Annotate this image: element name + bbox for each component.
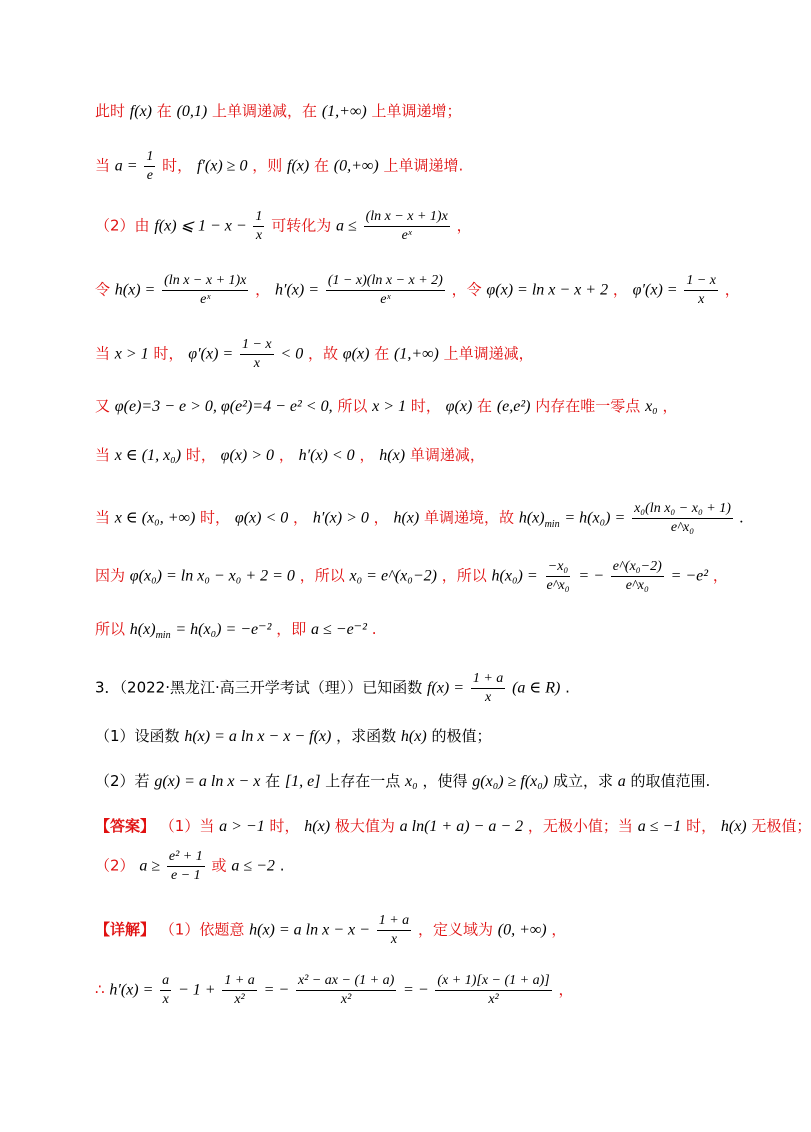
text: . bbox=[279, 856, 285, 875]
numerator: e² + 1 bbox=[167, 848, 205, 867]
detail-line-1 bbox=[95, 912, 566, 949]
math: x ∈ (1, x₀) bbox=[114, 447, 182, 464]
numerator: 1 + a bbox=[471, 670, 505, 689]
numerator: (1 − x)(ln x − x + 2) bbox=[326, 272, 445, 291]
denominator: x bbox=[698, 292, 705, 307]
math: h′(x) = bbox=[274, 281, 320, 299]
numerator: (ln x − x + 1)x bbox=[162, 272, 248, 291]
math: = h(x₀) = −e⁻² bbox=[175, 621, 272, 638]
text: （2）由 bbox=[95, 216, 150, 235]
denominator: e^x₀ bbox=[625, 578, 649, 593]
text-line-8 bbox=[95, 500, 744, 537]
text: 时， bbox=[185, 446, 216, 464]
text: 令 bbox=[95, 280, 111, 299]
math: h(x) bbox=[400, 728, 427, 745]
math: h′(x) < 0 bbox=[298, 447, 355, 464]
math: = − bbox=[578, 567, 605, 585]
math: h(x) = a ln x − x − bbox=[249, 921, 370, 939]
math: x > 1 bbox=[114, 345, 149, 363]
math: = − bbox=[263, 981, 290, 999]
math: x₀ bbox=[405, 773, 418, 790]
math: f(x) bbox=[129, 103, 152, 120]
text: 又 bbox=[95, 397, 111, 415]
text: 在 bbox=[374, 344, 390, 363]
fraction bbox=[253, 208, 264, 245]
text-line-5 bbox=[95, 336, 534, 373]
denominator: e^x₀ bbox=[670, 520, 695, 535]
text: ， bbox=[612, 280, 628, 299]
fraction bbox=[160, 972, 171, 1009]
math: h(x) bbox=[720, 818, 747, 835]
text: 单调递减， bbox=[409, 446, 485, 464]
math: φ(x) bbox=[342, 345, 370, 363]
fraction bbox=[611, 558, 664, 595]
text: 时， bbox=[269, 817, 300, 835]
numerator: 1 bbox=[144, 148, 155, 167]
text: 在 bbox=[156, 102, 172, 120]
text: 上存在一点 bbox=[325, 772, 401, 790]
text: 或 bbox=[211, 856, 227, 875]
denominator: e − 1 bbox=[170, 868, 201, 883]
fraction bbox=[684, 272, 718, 309]
question-3-part-2 bbox=[95, 770, 710, 791]
text: ， bbox=[662, 397, 678, 415]
text: 在 bbox=[314, 156, 330, 175]
numerator: −x₀ bbox=[546, 558, 571, 577]
math: a ≤ bbox=[336, 217, 357, 235]
math: h(x) bbox=[393, 509, 420, 527]
text: （1）依题意 bbox=[159, 920, 245, 939]
fraction bbox=[364, 208, 450, 245]
math: − 1 + bbox=[177, 981, 216, 999]
text: ，故 bbox=[308, 344, 339, 363]
text: 上单调递减，在 bbox=[212, 102, 318, 120]
denominator: eˣ bbox=[200, 292, 211, 307]
math: x ∈ (x₀, +∞) bbox=[114, 509, 196, 527]
math: h(x) bbox=[304, 818, 331, 835]
math: x₀ = e^(x₀−2) bbox=[349, 567, 437, 585]
numerator: 1 + a bbox=[377, 912, 411, 931]
denominator: x bbox=[255, 228, 263, 243]
text: ， bbox=[456, 216, 472, 235]
text: ，使得 bbox=[422, 772, 468, 790]
question-3 bbox=[95, 670, 570, 707]
text: 因为 bbox=[95, 566, 126, 585]
math: . bbox=[739, 509, 744, 527]
detail-tag: 【详解】 bbox=[95, 920, 156, 939]
math: a > −1 bbox=[219, 818, 265, 835]
numerator: 1 bbox=[253, 208, 264, 227]
text: 此时 bbox=[95, 102, 126, 120]
math: f(x) ⩽ 1 − x − bbox=[154, 217, 247, 235]
text-line-3 bbox=[95, 208, 472, 245]
math: φ(x) > 0 bbox=[220, 447, 275, 464]
text: 所以 bbox=[337, 397, 368, 415]
math: (0, +∞) bbox=[497, 921, 547, 939]
text: 可转化为 bbox=[271, 216, 332, 235]
math: a ln(1 + a) − a − 2 bbox=[399, 818, 524, 835]
detail-line-2 bbox=[95, 972, 574, 1009]
math: (a ∈ R) bbox=[512, 679, 561, 697]
text: 当 bbox=[95, 446, 111, 464]
denominator: x bbox=[484, 690, 492, 705]
math: h′(x) = bbox=[109, 981, 154, 999]
fraction bbox=[377, 912, 411, 949]
text: 当 bbox=[95, 156, 111, 175]
text-line-4 bbox=[95, 272, 740, 309]
numerator: x² − ax − (1 + a) bbox=[296, 972, 396, 991]
math: = h(x₀) = bbox=[564, 509, 626, 527]
text: 内存在唯一零点 bbox=[535, 397, 641, 415]
text-line-10 bbox=[95, 618, 376, 639]
text: 上单调递减， bbox=[443, 344, 534, 363]
text: 上单调递增. bbox=[383, 156, 464, 175]
answer-line-2 bbox=[95, 848, 284, 885]
text: . bbox=[565, 678, 570, 697]
text-line-6 bbox=[95, 395, 678, 416]
math: x₀ bbox=[645, 398, 658, 415]
math: g(x) = a ln x − x bbox=[154, 773, 261, 790]
text: （1）设函数 bbox=[95, 727, 180, 745]
math: (0,1) bbox=[176, 103, 208, 120]
subscript: min bbox=[544, 518, 560, 530]
numerator: 1 − x bbox=[684, 272, 718, 291]
text: 当 bbox=[95, 508, 111, 527]
math: (1,+∞) bbox=[393, 345, 439, 363]
denominator: x² bbox=[234, 992, 245, 1007]
text: 时， bbox=[200, 508, 231, 527]
math: (0,+∞) bbox=[333, 157, 379, 175]
text: 单调递境，故 bbox=[424, 508, 515, 527]
fraction bbox=[167, 848, 205, 885]
math: (e,e²) bbox=[496, 398, 531, 415]
denominator: x² bbox=[340, 992, 352, 1007]
math: f′(x) ≥ 0 bbox=[196, 157, 248, 175]
text: ， bbox=[255, 280, 271, 299]
subscript: min bbox=[155, 630, 171, 641]
text-line-9 bbox=[95, 558, 728, 595]
numerator: x₀(ln x₀ − x₀ + 1) bbox=[632, 500, 733, 519]
text: 的极值； bbox=[431, 727, 492, 745]
text-line-2 bbox=[95, 148, 463, 185]
numerator: e^(x₀−2) bbox=[611, 558, 664, 577]
fraction bbox=[162, 272, 248, 309]
text: 时， bbox=[162, 156, 193, 175]
text: 3．（2022·黑龙江·高三开学考试（理））已知函数 bbox=[95, 678, 423, 697]
math: a ≤ −2 bbox=[231, 857, 275, 875]
text: 在 bbox=[477, 397, 493, 415]
math: h(x₀) = bbox=[491, 567, 538, 585]
text: ，即 bbox=[276, 620, 307, 638]
text: ， bbox=[293, 508, 309, 527]
denominator: e^x₀ bbox=[546, 578, 570, 593]
math: h(x) = bbox=[114, 281, 156, 299]
text: 在 bbox=[265, 772, 281, 790]
denominator: eˣ bbox=[380, 292, 391, 307]
text: 时， bbox=[686, 817, 717, 835]
fraction bbox=[435, 972, 551, 1009]
text: 时， bbox=[410, 397, 441, 415]
math: = −e² bbox=[670, 567, 709, 585]
text: 所以 bbox=[95, 620, 126, 638]
text: ，则 bbox=[252, 156, 283, 175]
text: ，求函数 bbox=[336, 727, 397, 745]
text: （2） bbox=[95, 856, 135, 875]
denominator: x bbox=[162, 992, 169, 1007]
therefore-symbol: ∴ bbox=[95, 980, 105, 999]
fraction bbox=[326, 272, 445, 309]
answer-tag: 【答案】 bbox=[95, 817, 156, 835]
fraction bbox=[632, 500, 733, 537]
denominator: x bbox=[253, 356, 260, 371]
text: ，无极小值；当 bbox=[527, 817, 633, 835]
math: a ≤ −e⁻² bbox=[310, 621, 367, 638]
math: φ(x) bbox=[445, 398, 473, 415]
math: (1,+∞) bbox=[321, 103, 367, 120]
denominator: e bbox=[146, 168, 153, 183]
text: ， bbox=[724, 280, 740, 299]
text: 无极值； bbox=[751, 817, 811, 835]
denominator: x bbox=[390, 932, 398, 947]
numerator: a bbox=[160, 972, 171, 991]
math: φ(x₀) = ln x₀ − x₀ + 2 = 0 bbox=[129, 567, 295, 585]
math: x > 1 bbox=[372, 398, 407, 415]
text: ，定义域为 bbox=[417, 920, 493, 939]
math: f(x) = bbox=[427, 679, 465, 697]
answer-line-1 bbox=[95, 815, 811, 836]
numerator: (ln x − x + 1)x bbox=[364, 208, 450, 227]
text: ， bbox=[373, 508, 389, 527]
numerator: (x + 1)[x − (1 + a)] bbox=[435, 972, 551, 991]
text: ，所以 bbox=[441, 566, 487, 585]
fraction bbox=[296, 972, 396, 1009]
text: ，令 bbox=[451, 280, 482, 299]
text: 上单调递增； bbox=[371, 102, 462, 120]
math: g(x₀) ≥ f(x₀) bbox=[472, 773, 549, 790]
fraction bbox=[471, 670, 505, 707]
math: φ(x) < 0 bbox=[234, 509, 289, 527]
math: h(x) bbox=[518, 509, 545, 527]
fraction bbox=[144, 148, 155, 185]
text: 极大值为 bbox=[334, 817, 395, 835]
text: ，所以 bbox=[299, 566, 345, 585]
text: . bbox=[371, 620, 377, 638]
math: < 0 bbox=[280, 345, 304, 363]
math: [1, e] bbox=[284, 773, 321, 790]
math: a = bbox=[114, 157, 138, 175]
math: h′(x) > 0 bbox=[312, 509, 369, 527]
math: φ′(x) = bbox=[188, 345, 234, 363]
text: ， bbox=[551, 920, 567, 939]
text: ， bbox=[359, 446, 375, 464]
math: h(x) bbox=[129, 621, 156, 638]
text-line-1 bbox=[95, 100, 461, 121]
text: ， bbox=[278, 446, 294, 464]
text: （2）若 bbox=[95, 772, 150, 790]
math: h(x) = a ln x − x − f(x) bbox=[184, 728, 332, 745]
fraction bbox=[544, 558, 571, 595]
math: f(x) bbox=[287, 157, 310, 175]
question-3-part-1 bbox=[95, 725, 491, 746]
text-line-7 bbox=[95, 444, 485, 465]
numerator: 1 − x bbox=[240, 336, 274, 355]
text: ， bbox=[558, 980, 574, 999]
text: ， bbox=[712, 566, 728, 585]
math: a ≥ bbox=[139, 857, 161, 875]
math: a bbox=[617, 773, 626, 790]
math: φ(e)=3 − e > 0, φ(e²)=4 − e² < 0, bbox=[114, 398, 333, 415]
denominator: x² bbox=[488, 992, 499, 1007]
text: 当 bbox=[95, 344, 111, 363]
math: φ(x) = ln x − x + 2 bbox=[486, 281, 609, 299]
fraction bbox=[240, 336, 274, 373]
text: 时， bbox=[153, 344, 184, 363]
text: （1）当 bbox=[159, 817, 215, 835]
math: a ≤ −1 bbox=[637, 818, 682, 835]
math: φ′(x) = bbox=[632, 281, 678, 299]
numerator: 1 + a bbox=[222, 972, 256, 991]
math: h(x) bbox=[379, 447, 406, 464]
text: 成立，求 bbox=[552, 772, 613, 790]
fraction bbox=[222, 972, 256, 1009]
text: 的取值范围. bbox=[630, 772, 711, 790]
math: = − bbox=[403, 981, 429, 999]
denominator: eˣ bbox=[401, 228, 412, 243]
